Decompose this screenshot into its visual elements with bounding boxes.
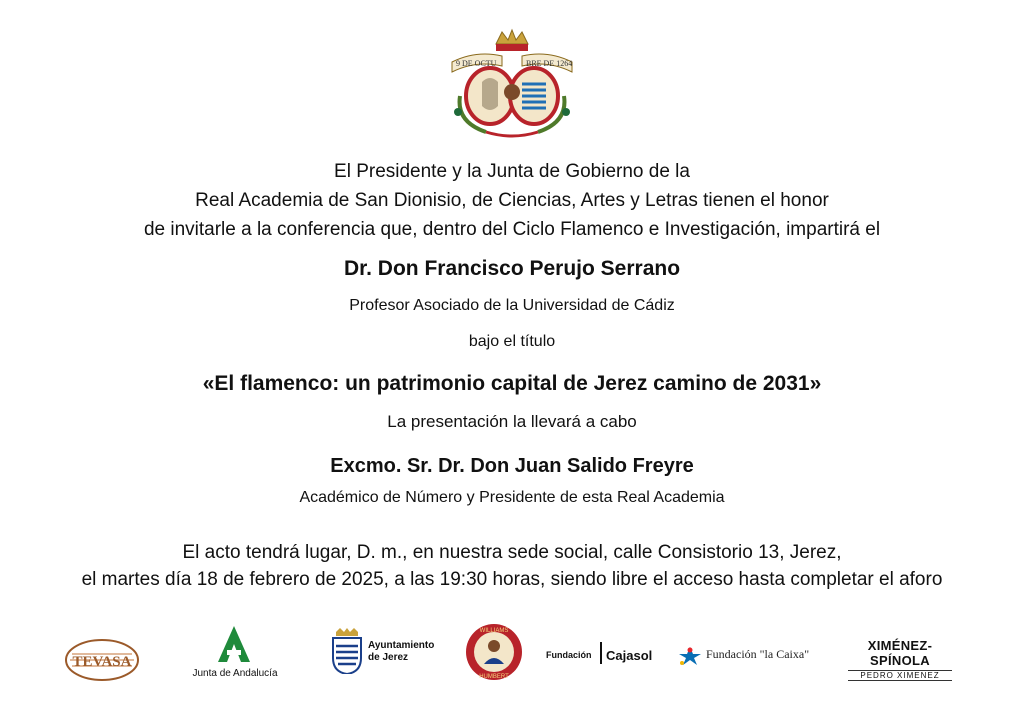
intro-text	[0, 157, 1024, 244]
venue-line-1: El acto tendrá lugar, D. m., en nuestra sede social, calle Consistorio 13, Jerez,	[182, 542, 842, 563]
ayuntamiento-line-1: Ayuntamiento	[368, 640, 435, 651]
venue-details	[0, 539, 1024, 593]
ximenez-title: XIMÉNEZ-SPÍNOLA	[867, 638, 933, 668]
ayuntamiento-line-2: de Jerez	[368, 652, 409, 663]
fundacion-cajasol-logo	[546, 642, 664, 672]
presenter-role: Académico de Número y Presidente de esta Real Academia	[299, 489, 725, 506]
junta-andalucia-logo	[180, 624, 290, 684]
venue-line-2: el martes día 18 de febrero de 2025, a las 19:30 horas, siendo libre el acceso hasta completar el aforo	[81, 569, 943, 590]
intro-line-3: de invitarle a la conferencia que, dentro del Ciclo Flamenco e Investigación, impartirá el	[143, 219, 881, 240]
svg-text:BRE DE 1264: BRE DE 1264	[526, 59, 573, 68]
speaker-role: Profesor Asociado de la Universidad de Cádiz	[349, 297, 675, 314]
svg-text:TEVASA: TEVASA	[72, 654, 132, 670]
talk-title: «El flamenco: un patrimonio capital de Jerez camino de 2031»	[202, 372, 822, 395]
cajasol-fundacion-label: Fundación	[546, 650, 592, 660]
under-title-label: bajo el título	[468, 333, 556, 350]
svg-text:WILLIAMS: WILLIAMS	[479, 628, 509, 634]
ximenez-spinola-logo	[838, 638, 962, 680]
cajasol-divider	[600, 642, 602, 664]
junta-a-icon	[214, 624, 254, 664]
ayuntamiento-jerez-logo	[330, 628, 446, 682]
academy-crest-emblem	[446, 26, 578, 140]
svg-text:9 DE OCTU: 9 DE OCTU	[456, 59, 497, 68]
la-caixa-label: Fundación "la Caixa"	[706, 647, 810, 661]
junta-label: Junta de Andalucía	[192, 668, 278, 679]
ximenez-subtitle: PEDRO XIMENEZ	[848, 670, 952, 681]
la-caixa-star-icon	[678, 646, 702, 666]
intro-line-2: Real Academia de San Dionisio, de Ciencias, Artes y Letras tienen el honor	[195, 190, 829, 211]
ayuntamiento-label	[368, 640, 434, 664]
cajasol-label: Cajasol	[606, 648, 653, 663]
tevasa-logo	[64, 638, 140, 682]
jerez-shield-icon	[330, 628, 364, 674]
presented-by-text: La presentación la llevará a cabo	[387, 412, 637, 431]
williams-humbert-logo	[464, 622, 524, 682]
fundacion-la-caixa-logo	[678, 644, 828, 668]
svg-text:HUMBERT: HUMBERT	[479, 674, 509, 680]
speaker-name: Dr. Don Francisco Perujo Serrano	[343, 257, 681, 280]
presenter-name: Excmo. Sr. Dr. Don Juan Salido Freyre	[330, 455, 694, 477]
sponsor-logos-row	[0, 620, 1024, 690]
intro-line-1: El Presidente y la Junta de Gobierno de la	[334, 161, 690, 182]
